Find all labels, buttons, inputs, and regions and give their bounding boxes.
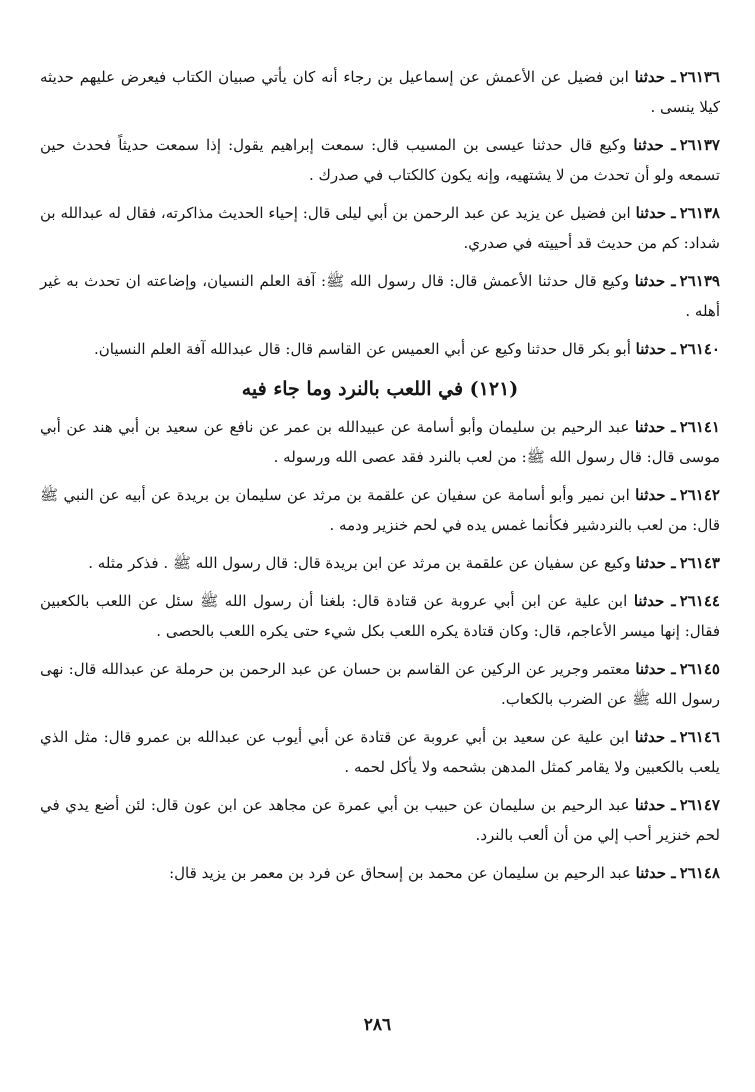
hadith-lead: ـ حدثنا bbox=[634, 796, 676, 814]
hadith-text: ابن نمير وأبو أسامة عن سفيان عن علقمة بن مرثد عن سليمان بن بريدة عن أبيه عن النبي ﷺ قال: من لعب بالنردشير فكأنما غمس يده في لحم خنزير ودمه . bbox=[40, 486, 720, 534]
entries-before-heading bbox=[40, 62, 720, 364]
chapter-heading: (١٢١) في اللعب بالنرد وما جاء فيه bbox=[241, 378, 519, 400]
hadith-number: ٢٦١٤٧ bbox=[679, 796, 720, 814]
hadith-number: ٢٦١٤٦ bbox=[679, 728, 720, 746]
hadith-number: ٢٦١٣٨ bbox=[679, 204, 720, 222]
hadith-number: ٢٦١٤٣ bbox=[679, 554, 720, 572]
hadith-lead: ـ حدثنا bbox=[633, 136, 676, 154]
hadith-entry bbox=[40, 548, 720, 578]
hadith-entry bbox=[40, 790, 720, 850]
hadith-entry bbox=[40, 480, 720, 540]
hadith-entry bbox=[40, 198, 720, 258]
hadith-text: وكيع قال حدثنا عيسى بن المسيب قال: سمعت إبراهيم يقول: إذا سمعت حديثاً فحدث حين تسمعه ولو أن تحدث من لا يشتهيه، وإنه يكون كالكتاب في صدرك . bbox=[40, 136, 720, 184]
hadith-text: ابن فضيل عن يزيد عن عبد الرحمن بن أبي ليلى قال: إحياء الحديث مذاكرته، فقال له عبدالله بن شداد: كم من حديث قد أحييته في صدري. bbox=[40, 204, 720, 252]
page-body bbox=[40, 62, 720, 896]
hadith-text: معتمر وجرير عن الركين عن القاسم بن حسان عن عبد الرحمن بن حرملة عن عبدالله قال: نهى رسول الله ﷺ عن الضرب بالكعاب. bbox=[40, 660, 720, 708]
hadith-entry bbox=[40, 62, 720, 122]
hadith-lead: ـ حدثنا bbox=[635, 660, 676, 678]
hadith-entry bbox=[40, 858, 720, 888]
hadith-number: ٢٦١٣٩ bbox=[679, 272, 720, 290]
hadith-lead: ـ حدثنا bbox=[634, 68, 676, 86]
hadith-number: ٢٦١٤٠ bbox=[679, 340, 720, 358]
hadith-number: ٢٦١٣٧ bbox=[679, 136, 720, 154]
hadith-lead: ـ حدثنا bbox=[635, 340, 676, 358]
hadith-lead: ـ حدثنا bbox=[633, 592, 676, 610]
hadith-lead: ـ حدثنا bbox=[635, 864, 676, 882]
hadith-lead: ـ حدثنا bbox=[634, 728, 676, 746]
hadith-entry bbox=[40, 654, 720, 714]
hadith-text: ابن فضيل عن الأعمش عن إسماعيل بن رجاء أنه كان يأتي صبيان الكتاب فيعرض عليهم حديثه كيلا ينسى . bbox=[40, 68, 720, 116]
hadith-entry bbox=[40, 412, 720, 472]
hadith-number: ٢٦١٤٢ bbox=[679, 486, 720, 504]
hadith-text: ابن علية عن ابن أبي عروبة عن قتادة قال: بلغنا أن رسول الله ﷺ سئل عن اللعب بالكعبين فقال: إنها ميسر الأعاجم، قال: وكان قتادة يكره اللعب بكل شيء حتى يكره اللعب بالحصى . bbox=[40, 592, 720, 640]
page-number: ٢٨٦ bbox=[363, 1015, 392, 1035]
hadith-text: عبد الرحيم بن سليمان عن محمد بن إسحاق عن فرد بن معمر بن يزيد قال: bbox=[169, 864, 631, 882]
hadith-number: ٢٦١٤٥ bbox=[679, 660, 720, 678]
hadith-lead: ـ حدثنا bbox=[635, 554, 676, 572]
hadith-entry bbox=[40, 266, 720, 326]
hadith-entry bbox=[40, 130, 720, 190]
hadith-text: عبد الرحيم بن سليمان وأبو أسامة عن عبيدالله بن عمر عن نافع عن سعيد بن أبي هند عن أبي موسى قال: قال رسول الله ﷺ: من لعب بالنرد فقد عصى الله ورسوله . bbox=[40, 418, 720, 466]
hadith-number: ٢٦١٣٦ bbox=[679, 68, 720, 86]
hadith-number: ٢٦١٤١ bbox=[679, 418, 720, 436]
hadith-lead: ـ حدثنا bbox=[635, 486, 676, 504]
hadith-number: ٢٦١٤٤ bbox=[679, 592, 720, 610]
hadith-number: ٢٦١٤٨ bbox=[679, 864, 720, 882]
hadith-lead: ـ حدثنا bbox=[634, 272, 676, 290]
hadith-lead: ـ حدثنا bbox=[635, 204, 676, 222]
hadith-text: ابن علية عن سعيد بن أبي عروبة عن قتادة عن أبي أيوب عن عبدالله بن عمرو قال: مثل الذي يلعب بالكعبين ولا يقامر كمثل المدهن بشحمه ولا يأكل لحمه . bbox=[40, 728, 720, 776]
hadith-entry bbox=[40, 722, 720, 782]
hadith-text: وكيع عن سفيان عن علقمة بن مرثد عن ابن بريدة قال: قال رسول الله ﷺ . فذكر مثله . bbox=[88, 554, 631, 572]
hadith-entry bbox=[40, 334, 720, 364]
hadith-entry bbox=[40, 586, 720, 646]
hadith-text: وكيع قال حدثنا الأعمش قال: قال رسول الله ﷺ: آفة العلم النسيان، وإضاعته ان تحدث به غير أهله . bbox=[40, 272, 720, 320]
entries-after-heading bbox=[40, 412, 720, 888]
hadith-lead: ـ حدثنا bbox=[634, 418, 676, 436]
hadith-text: عبد الرحيم بن سليمان عن حبيب بن أبي عمرة عن مجاهد عن ابن عون قال: لئن أضع يدي في لحم خنزير أحب إلي من أن ألعب بالنرد. bbox=[40, 796, 720, 844]
hadith-text: أبو بكر قال حدثنا وكيع عن أبي العميس عن القاسم قال: قال عبدالله آفة العلم النسيان. bbox=[93, 340, 631, 358]
